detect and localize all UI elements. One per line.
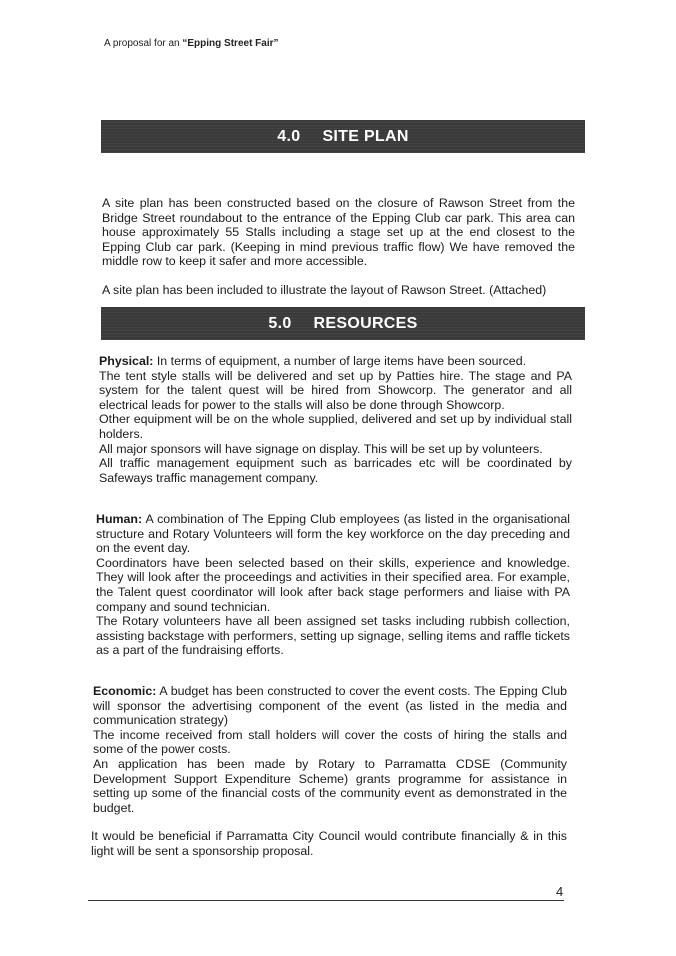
physical-line-4: All traffic management equipment such as barricades etc will be coordinated by Safeways traffic management company. [99, 456, 572, 485]
physical-label: Physical: [99, 354, 154, 368]
economic-label: Economic: [93, 684, 157, 698]
section-title: SITE PLAN [322, 127, 409, 145]
physical-line-3: All major sponsors will have signage on display. This will be set up by volunteers. [99, 441, 543, 456]
closing-paragraph: It would be beneficial if Parramatta City Council would contribute financially & in this light will be sent a sponsorship proposal. [91, 829, 567, 858]
site-plan-paragraph-1: A site plan has been constructed based on the closure of Rawson Street from the Bridge Street roundabout to the entrance of the Epping Club car park. This area can house approximately 55 Stalls including a stage set up at the end closest to the Epping Club car park. (Keeping in mind previous traffic flow) We have removed the middle row to keep it safer and more accessible. [102, 196, 575, 269]
header-title: “Epping Street Fair” [182, 38, 279, 49]
human-line-1: Coordinators have been selected based on their skills, experience and knowledge. They will look after the proceedings and activities in their specified area. For example, the Talent quest coordinator will look after back stage performers and liaise with PA company and sound technician. [96, 555, 570, 614]
page-header [104, 38, 279, 49]
section-banner-resources [101, 307, 585, 340]
page-number: 4 [556, 884, 564, 899]
header-prefix: A proposal for an [104, 38, 183, 49]
site-plan-paragraph-2: A site plan has been included to illustrate the layout of Rawson Street. (Attached) [102, 283, 547, 297]
economic-intro: A budget has been constructed to cover the event costs. The Epping Club will sponsor the advertising component of the event (as listed in the media and communication strategy) [93, 684, 567, 728]
human-resources [96, 512, 570, 658]
section-banner-site-plan [101, 120, 585, 153]
footer-rule [88, 900, 564, 901]
physical-line-2: Other equipment will be on the whole supplied, delivered and set up by individual stall holders. [99, 412, 572, 441]
section-title: RESOURCES [313, 314, 418, 332]
economic-line-2: An application has been made by Rotary to Parramatta CDSE (Community Development Support Expenditure Scheme) grants programme for assistance in setting up some of the financial costs of the community event as demonstrated in the budget. [93, 756, 567, 815]
economic-resources [93, 684, 567, 815]
economic-line-1: The income received from stall holders will cover the costs of hiring the stalls and some of the power costs. [93, 727, 567, 757]
physical-line-1: The tent style stalls will be delivered and set up by Patties hire. The stage and PA system for the talent quest will be hired from Showcorp. The generator and all electrical leads for power to the stalls will also be done through Showcorp. [99, 368, 572, 412]
human-line-2: The Rotary volunteers have all been assigned set tasks including rubbish collection, assisting backstage with performers, setting up signage, selling items and raffle tickets as a part of the fundraising efforts. [96, 614, 570, 658]
physical-intro: In terms of equipment, a number of large items have been sourced. [153, 354, 527, 368]
human-intro: A combination of The Epping Club employees (as listed in the organisational structure and Rotary Volunteers will form the key workforce on the day preceding and on the event day. [96, 512, 570, 556]
human-label: Human: [96, 512, 143, 526]
physical-resources [99, 354, 572, 485]
section-number: 4.0 [277, 127, 301, 145]
section-number: 5.0 [268, 314, 292, 332]
